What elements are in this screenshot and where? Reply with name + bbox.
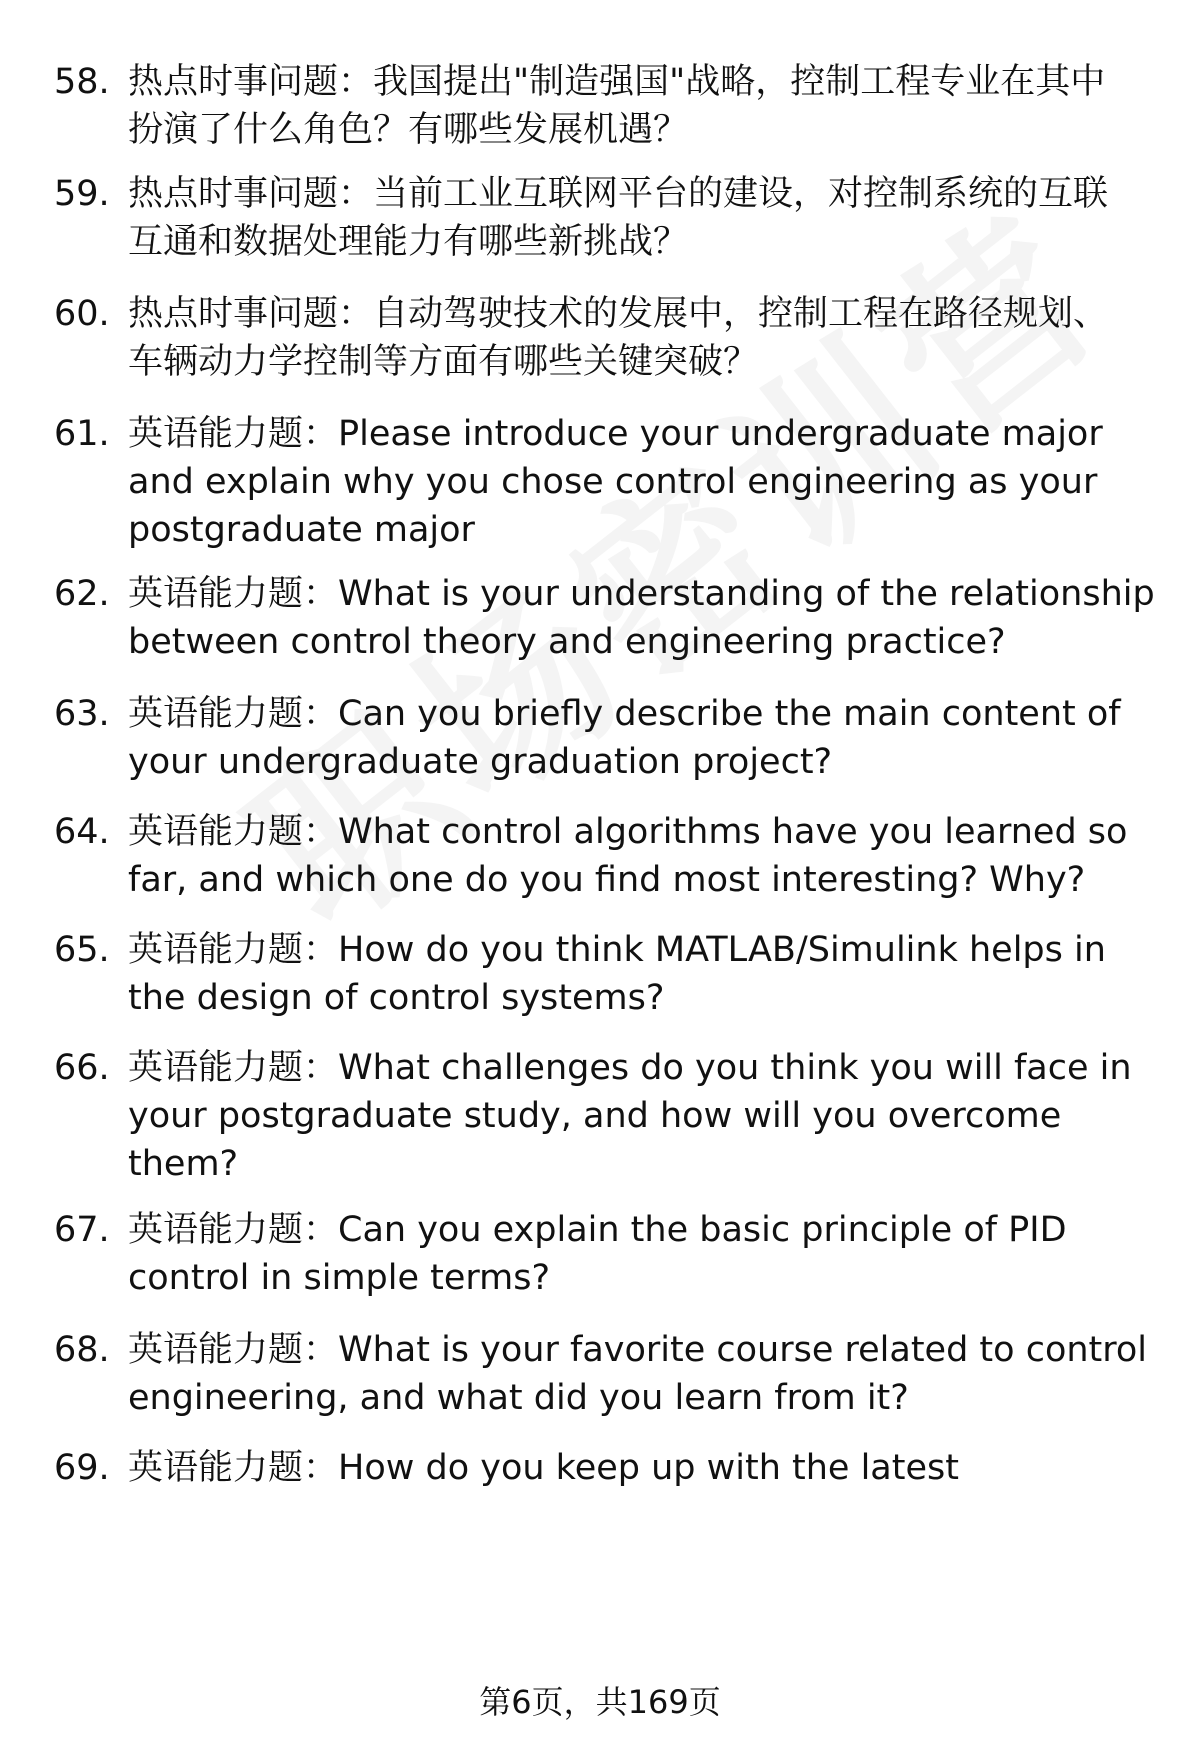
question-line: and explain why you chose control engineering as your — [128, 462, 1098, 502]
question-number: 58. — [54, 62, 110, 102]
question-line: the design of control systems? — [128, 978, 665, 1018]
question-number: 69. — [54, 1448, 110, 1488]
question-number: 61. — [54, 414, 110, 454]
question-number: 62. — [54, 574, 110, 614]
question-line: control in simple terms? — [128, 1258, 551, 1298]
question-number: 65. — [54, 930, 110, 970]
question-line: 英语能力题：Can you briefly describe the main content of — [128, 694, 1121, 734]
question-text — [128, 570, 1168, 666]
question-number: 64. — [54, 812, 110, 852]
question-line: 热点时事问题：我国提出"制造强国"战略，控制工程专业在其中 — [128, 62, 1106, 102]
question-number: 60. — [54, 294, 110, 334]
question-text — [128, 58, 1168, 154]
question-line: 热点时事问题：当前工业互联网平台的建设，对控制系统的互联 — [128, 174, 1109, 214]
question-line: them? — [128, 1144, 239, 1184]
question-line: 英语能力题：What is your understanding of the relationship — [128, 574, 1155, 614]
question-line: 英语能力题：What control algorithms have you learned so — [128, 812, 1128, 852]
question-line: 互通和数据处理能力有哪些新挑战？ — [128, 222, 689, 262]
question-line: postgraduate major — [128, 510, 475, 550]
question-text — [128, 690, 1168, 786]
question-line: 扮演了什么角色？有哪些发展机遇？ — [128, 110, 689, 150]
question-line: your postgraduate study, and how will you overcome — [128, 1096, 1062, 1136]
question-line: 英语能力题：What is your favorite course related to control — [128, 1330, 1148, 1370]
question-number: 68. — [54, 1330, 110, 1370]
page-footer: 第6页，共169页 — [479, 1683, 721, 1721]
question-text — [128, 1444, 1168, 1492]
question-line: 英语能力题：Can you explain the basic principle of PID — [128, 1210, 1067, 1250]
question-line: 英语能力题：What challenges do you think you will face in — [128, 1048, 1132, 1088]
question-text — [128, 926, 1168, 1022]
question-line: 英语能力题：How do you keep up with the latest — [128, 1448, 959, 1488]
question-number: 67. — [54, 1210, 110, 1250]
question-line: 英语能力题：Please introduce your undergraduate major — [128, 414, 1103, 454]
question-number: 63. — [54, 694, 110, 734]
question-line: far, and which one do you find most interesting? Why? — [128, 860, 1086, 900]
question-line: 热点时事问题：自动驾驶技术的发展中，控制工程在路径规划、 — [128, 294, 1109, 334]
question-text — [128, 808, 1168, 904]
question-line: 英语能力题：How do you think MATLAB/Simulink helps in — [128, 930, 1106, 970]
question-text — [128, 1206, 1168, 1302]
question-line: 车辆动力学控制等方面有哪些关键突破？ — [128, 342, 759, 382]
question-text — [128, 1326, 1168, 1422]
question-text — [128, 1044, 1168, 1188]
question-line: engineering, and what did you learn from it? — [128, 1378, 909, 1418]
question-number: 66. — [54, 1048, 110, 1088]
question-text — [128, 290, 1168, 386]
question-line: your undergraduate graduation project? — [128, 742, 833, 782]
question-text — [128, 170, 1168, 266]
question-line: between control theory and engineering practice? — [128, 622, 1006, 662]
question-text — [128, 410, 1168, 554]
question-number: 59. — [54, 174, 110, 214]
